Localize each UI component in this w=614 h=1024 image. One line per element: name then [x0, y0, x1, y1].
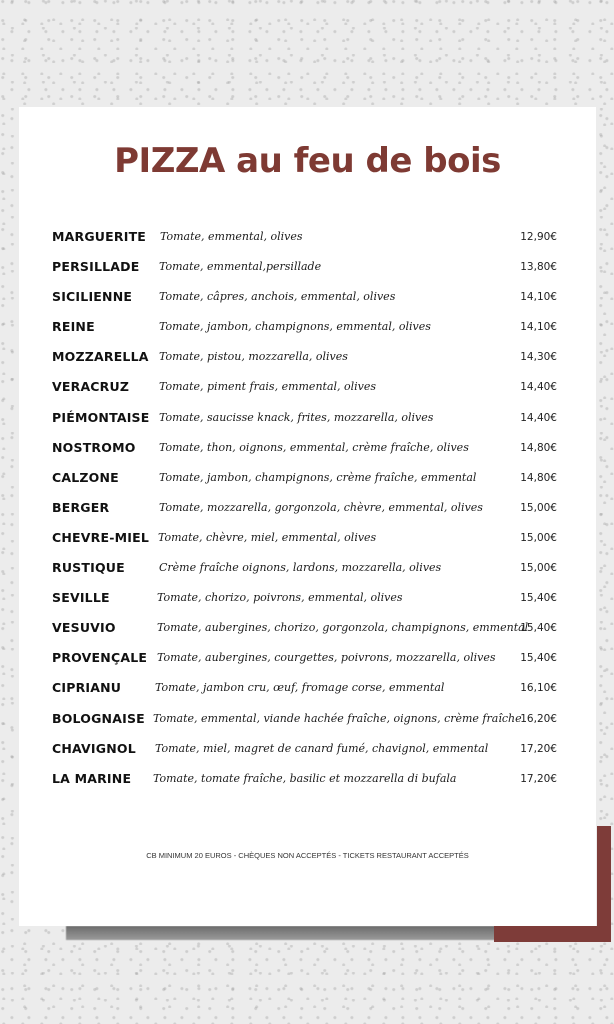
pizza-description: Tomate, chorizo, poivrons, emmental, olives: [157, 591, 403, 605]
pizza-name: CIPRIANU: [52, 680, 122, 696]
accent-border-bottom: [494, 926, 611, 942]
pizza-name: PIÉMONTAISE: [52, 409, 150, 425]
pizza-name: BERGER: [52, 499, 110, 515]
pizza-price: 14,40€: [520, 411, 557, 424]
menu-item: [52, 769, 564, 799]
pizza-price: 17,20€: [520, 742, 557, 755]
pizza-price: 15,00€: [520, 562, 557, 575]
pizza-price: 15,40€: [520, 622, 557, 635]
payment-note: CB MINIMUM 20 EUROS - CHÈQUES NON ACCEPTÉS - TICKETS RESTAURANT ACCEPTÉS: [146, 851, 469, 860]
pizza-description: Tomate, piment frais, emmental, olives: [159, 380, 377, 394]
pizza-name: NOSTROMO: [52, 439, 136, 455]
menu-item: [52, 528, 564, 558]
pizza-name: RUSTIQUE: [52, 560, 125, 576]
pizza-name: MARGUERITE: [52, 229, 147, 244]
pizza-price: 12,90€: [520, 231, 557, 243]
pizza-price: 13,80€: [520, 261, 557, 274]
menu-item: [52, 468, 564, 498]
pizza-price: 14,80€: [520, 441, 557, 454]
pizza-price: 16,20€: [520, 712, 557, 725]
pizza-name: LA MARINE: [52, 770, 132, 786]
menu-item: [52, 347, 564, 377]
pizza-price: 14,30€: [520, 351, 557, 364]
pizza-price: 14,40€: [520, 381, 557, 394]
pizza-price: 17,20€: [520, 772, 557, 785]
pizza-description: Tomate, jambon, champignons, emmental, olives: [159, 320, 431, 334]
pizza-description: Tomate, jambon cru, œuf, fromage corse, emmental: [155, 681, 445, 695]
pizza-description: Tomate, jambon, champignons, crème fraîche, emmental: [159, 470, 477, 484]
pizza-description: Tomate, emmental, olives: [160, 230, 303, 243]
menu-item: [52, 438, 564, 468]
menu-item: [52, 648, 564, 678]
pizza-name: CHAVIGNOL: [52, 740, 136, 756]
pizza-description: Tomate, mozzarella, gorgonzola, chèvre, emmental, olives: [159, 500, 483, 514]
menu-item: [52, 408, 564, 438]
menu-item: [52, 377, 564, 407]
pizza-description: Crème fraîche oignons, lardons, mozzarella, olives: [159, 561, 442, 575]
pizza-description: Tomate, aubergines, courgettes, poivrons, mozzarella, olives: [157, 651, 496, 665]
pizza-description: Tomate, chèvre, miel, emmental, olives: [158, 530, 377, 544]
pizza-name: SICILIENNE: [52, 289, 133, 305]
menu-item: [52, 588, 564, 618]
pizza-description: Tomate, câpres, anchois, emmental, olives: [159, 290, 396, 304]
pizza-description: Tomate, miel, magret de canard fumé, chavignol, emmental: [155, 741, 489, 755]
card-shadow: [66, 926, 496, 940]
pizza-name: CALZONE: [52, 469, 119, 485]
menu-item: [52, 257, 564, 287]
pizza-list: [52, 227, 564, 799]
menu-item: [52, 227, 564, 257]
pizza-price: 14,10€: [520, 291, 557, 304]
menu-item: [52, 287, 564, 317]
pizza-name: PROVENÇALE: [52, 650, 148, 666]
pizza-price: 14,10€: [520, 321, 557, 334]
menu-item: [52, 678, 564, 708]
pizza-description: Tomate, thon, oignons, emmental, crème fraîche, olives: [159, 440, 469, 454]
pizza-description: Tomate, tomate fraîche, basilic et mozzarella di bufala: [153, 771, 457, 785]
pizza-name: BOLOGNAISE: [52, 710, 145, 726]
pizza-description: Tomate, saucisse knack, frites, mozzarella, olives: [159, 410, 434, 424]
menu-item: [52, 709, 564, 739]
pizza-price: 15,40€: [520, 592, 557, 605]
menu-card: [19, 107, 596, 926]
pizza-name: PERSILLADE: [52, 259, 140, 275]
menu-item: [52, 317, 564, 347]
menu-title: PIZZA au feu de bois: [114, 141, 501, 181]
pizza-price: 15,40€: [520, 652, 557, 665]
menu-item: [52, 498, 564, 528]
pizza-price: 15,00€: [520, 531, 557, 544]
pizza-name: MOZZARELLA: [52, 349, 149, 365]
pizza-description: Tomate, emmental,persillade: [159, 260, 322, 274]
pizza-description: Tomate, aubergines, chorizo, gorgonzola, champignons, emmental: [157, 621, 529, 635]
pizza-name: VERACRUZ: [52, 379, 130, 395]
pizza-name: CHEVRE-MIEL: [52, 529, 149, 545]
pizza-name: REINE: [52, 319, 95, 335]
menu-item: [52, 618, 564, 648]
pizza-price: 14,80€: [520, 471, 557, 484]
menu-item: [52, 739, 564, 769]
pizza-name: VESUVIO: [52, 620, 116, 636]
pizza-price: 15,00€: [520, 501, 557, 514]
pizza-name: SEVILLE: [52, 590, 110, 606]
pizza-description: Tomate, emmental, viande hachée fraîche, oignons, crème fraîche: [153, 711, 522, 725]
pizza-price: 16,10€: [520, 682, 557, 695]
pizza-description: Tomate, pistou, mozzarella, olives: [159, 350, 348, 364]
menu-item: [52, 558, 564, 588]
accent-border-right: [597, 826, 611, 942]
